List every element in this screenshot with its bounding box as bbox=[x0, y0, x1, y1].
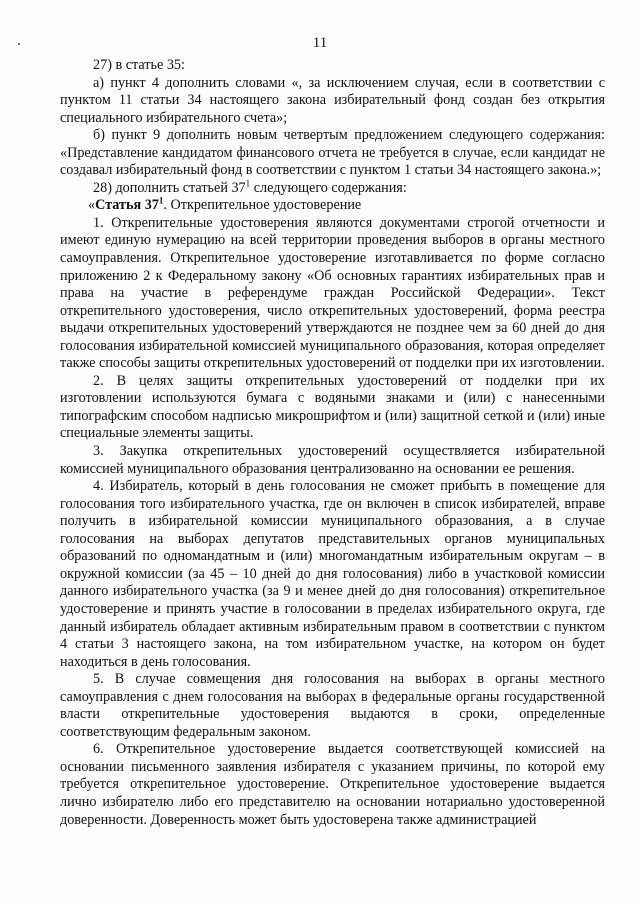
article-heading bbox=[60, 197, 605, 215]
item-27-intro: 27) в статье 35: bbox=[93, 57, 185, 73]
item-28-intro-before: 28) дополнить статьей 37 bbox=[93, 179, 246, 196]
article-paragraph-6: 6. Открепительное удостоверение выдается соответствующей комиссией на основании письменного заявления избирателя с указанием причины, по которой ему требуется открепительное удостоверение. Открепительное удостоверение выдается лично избирателю либо его представителю на основании нотариально удостоверенной доверенности. Доверенность может быть удостоверена также администрацией bbox=[60, 741, 605, 828]
item-28-intro-after: следующего содержания: bbox=[250, 179, 407, 196]
page-number: 11 bbox=[312, 35, 328, 51]
article-quote: « bbox=[88, 197, 96, 214]
article-paragraph-4: 4. Избиратель, который в день голосования не сможет прибыть в помещение для голосования того избирательного участка, где он включен в список избирателей, вправе получить в избирательной комиссии муниципального образования, а в случае голосования на выборах депутатов представительных органов муниципальных образований по одномандатным и (или) многомандатным избирательным округам – в окружной комиссии (за 45 – 10 дней до дня голосования) либо в участковой комиссии данного избирательного участка (за 9 и менее дней до дня голосования) открепительное удостоверение и принять участие в голосовании в пределах избирательного округа, где данный избиратель обладает активным избирательным правом в соответствии с пунктом 4 статьи 3 настоящего закона, на том избирательном участке, на котором он будет находиться в день голосования. bbox=[60, 478, 605, 670]
item-27-b: б) пункт 9 дополнить новым четвертым предложением следующего содержания: «Представление кандидатом финансового отчета не требуется в случае, если кандидат не создавал избирательный фонд в соответствии с пунктом 1 статьи 34 настоящего закона.»; bbox=[60, 127, 605, 179]
article-paragraph-2: 2. В целях защиты открепительных удостоверений от подделки при их изготовлении используются бумага с водяными знаками и (или) с нанесенными типографским способом надписью микрошрифтом и (или) защитной сеткой и (или) иные специальные элементы защиты. bbox=[60, 372, 605, 442]
article-paragraph-5: 5. В случае совмещения дня голосования на выборах в органы местного самоуправления с днем голосования на выборах в федеральные органы государственной власти открепительные удостоверения выдаются в сроки, определенные соответствующим федеральным законом. bbox=[60, 671, 605, 740]
article-title: . Открепительное удостоверение bbox=[163, 197, 362, 214]
article-label bbox=[95, 197, 163, 213]
article-paragraph-3: 3. Закупка открепительных удостоверений осуществляется избирательной комиссией муниципального образования централизованно на основании ее решения. bbox=[60, 443, 605, 477]
article-paragraph-1: 1. Открепительные удостоверения являются документами строгой отчетности и имеют единую нумерацию на всей территории проведения выборов в органы местного самоуправления. Открепительное удостоверение изготавливается по форме согласно приложению 2 к Федеральному закону «Об основных гарантиях избирательных прав и права на участие в референдуме граждан Российской Федерации». Текст открепительного удостоверения, число открепительных удостоверений, форма реестра выдачи открепительных удостоверений утверждаются не позднее чем за 60 дней до дня голосования избирательной комиссией муниципального образования, которая определяет также способы защиты открепительных удостоверений от подделки при их изготовлении. bbox=[60, 214, 605, 372]
item-28-intro-sup: 1 bbox=[245, 178, 251, 189]
article-label-sup: 1 bbox=[158, 195, 164, 206]
item-27-a: а) пункт 4 дополнить словами «, за исключением случая, если в соответствии с пунктом 11 статьи 34 настоящего закона избирательный фонд создан без открытия специального избирательного счета»; bbox=[60, 74, 605, 126]
item-28-intro bbox=[60, 180, 605, 198]
article-label-text: Статья 37 bbox=[95, 197, 159, 214]
document-body bbox=[60, 57, 605, 829]
